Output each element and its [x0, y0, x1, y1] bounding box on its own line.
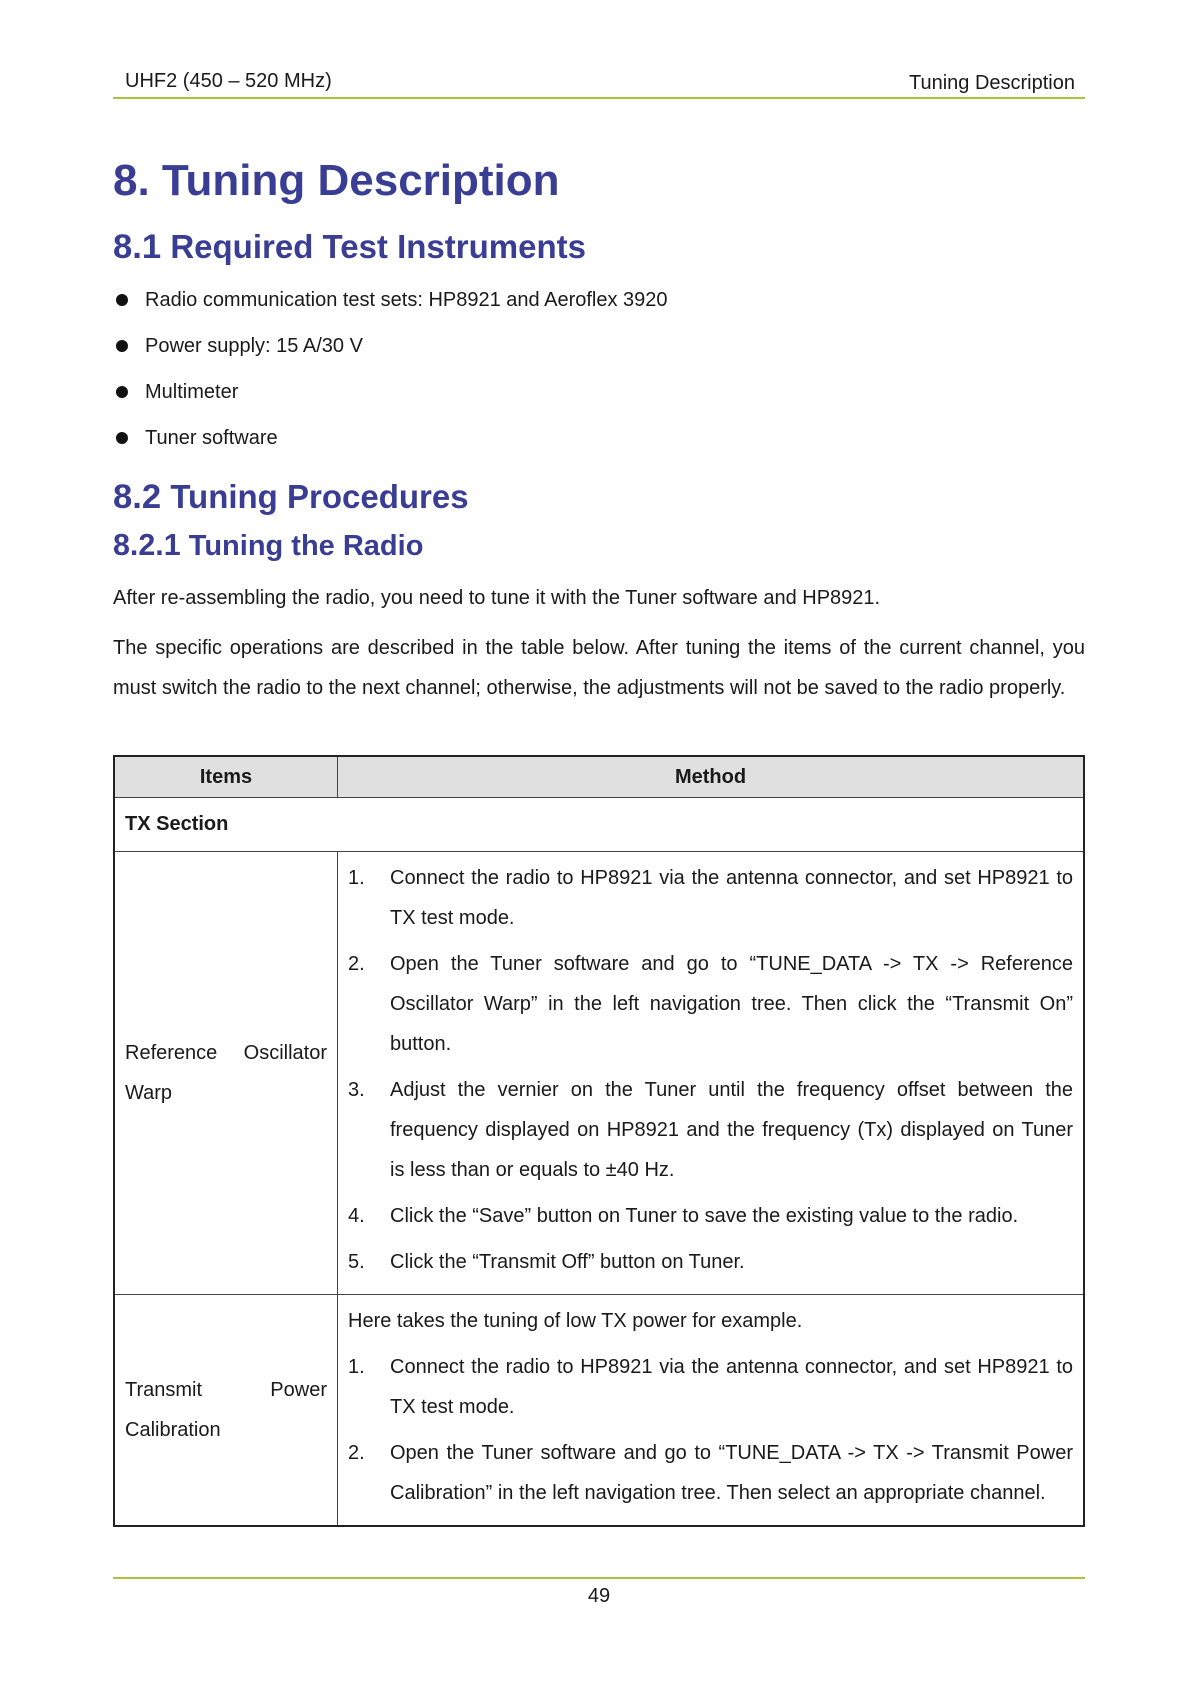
column-header-items: Items	[114, 756, 338, 798]
section-number: 8.1	[113, 228, 162, 266]
instrument-list	[113, 288, 1013, 472]
list-item: Power supply: 15 A/30 V	[113, 334, 1013, 380]
table-row	[114, 1295, 1084, 1527]
tuning-table	[113, 755, 1085, 1527]
step-item: 4. Click the “Save” button on Tuner to save the existing value to the radio.	[348, 1205, 1019, 1227]
step-item: 1. Connect the radio to HP8921 via the antenna connector, and set HP8921 to TX test mode.	[348, 867, 1073, 929]
item-cell: Reference Oscillator Warp	[114, 852, 338, 1295]
section-number: 8.2	[113, 478, 162, 516]
method-cell	[338, 852, 1085, 1295]
step-list	[348, 858, 1073, 1282]
step-item: 1. Connect the radio to HP8921 via the antenna connector, and set HP8921 to TX test mode.	[348, 1356, 1073, 1418]
header-product: UHF2 (450 – 520 MHz)	[125, 70, 332, 92]
section-heading-required-instruments	[113, 228, 586, 267]
chapter-title: 8. Tuning Description	[113, 156, 560, 205]
section-title: Tuning Procedures	[170, 478, 469, 515]
method-intro: Here takes the tuning of low TX power for example.	[348, 1310, 803, 1332]
page-number: 49	[587, 1585, 611, 1607]
bullet-icon	[116, 386, 128, 398]
list-item: Radio communication test sets: HP8921 and Aeroflex 3920	[113, 288, 1013, 334]
section-title: Required Test Instruments	[170, 228, 586, 265]
subsection-title: Tuning the Radio	[188, 530, 424, 562]
step-item: 3. Adjust the vernier on the Tuner until the frequency offset between the frequency displayed on HP8921 and the frequency (Tx) displayed on Tuner is less than or equals to ±40 Hz.	[348, 1079, 1073, 1181]
column-header-method: Method	[338, 756, 1085, 798]
page-footer	[113, 1577, 1085, 1608]
section-row-tx: TX Section	[114, 798, 1084, 852]
intro-paragraph: After re-assembling the radio, you need to tune it with the Tuner software and HP8921.	[113, 587, 881, 609]
bullet-icon	[116, 294, 128, 306]
step-list	[348, 1347, 1073, 1513]
list-item: Tuner software	[113, 426, 1013, 472]
document-page	[113, 0, 1085, 1684]
list-item: Multimeter	[113, 380, 1013, 426]
bullet-icon	[116, 432, 128, 444]
step-item: 2. Open the Tuner software and go to “TUNE_DATA -> TX -> Transmit Power Calibration” in the left navigation tree. Then select an appropriate channel.	[348, 1442, 1073, 1504]
table-row	[114, 852, 1084, 1295]
subsection-number: 8.2.1	[113, 528, 181, 562]
method-cell	[338, 1295, 1085, 1527]
step-item: 2. Open the Tuner software and go to “TUNE_DATA -> TX -> Reference Oscillator Warp” in the left navigation tree. Then click the “Transmit On” button.	[348, 953, 1073, 1055]
step-item: 5. Click the “Transmit Off” button on Tuner.	[348, 1251, 745, 1273]
bullet-icon	[116, 340, 128, 352]
header-chapter: Tuning Description	[908, 72, 1075, 94]
item-cell: Transmit Power Calibration	[114, 1295, 338, 1527]
page-header	[113, 67, 1085, 99]
subsection-heading-tuning-radio	[113, 528, 423, 563]
section-heading-tuning-procedures	[113, 478, 469, 517]
instructions-paragraph: The specific operations are described in the table below. After tuning the items of the current channel, you must switch the radio to the next channel; otherwise, the adjustments will not be saved to the radio properly.	[113, 637, 1085, 699]
